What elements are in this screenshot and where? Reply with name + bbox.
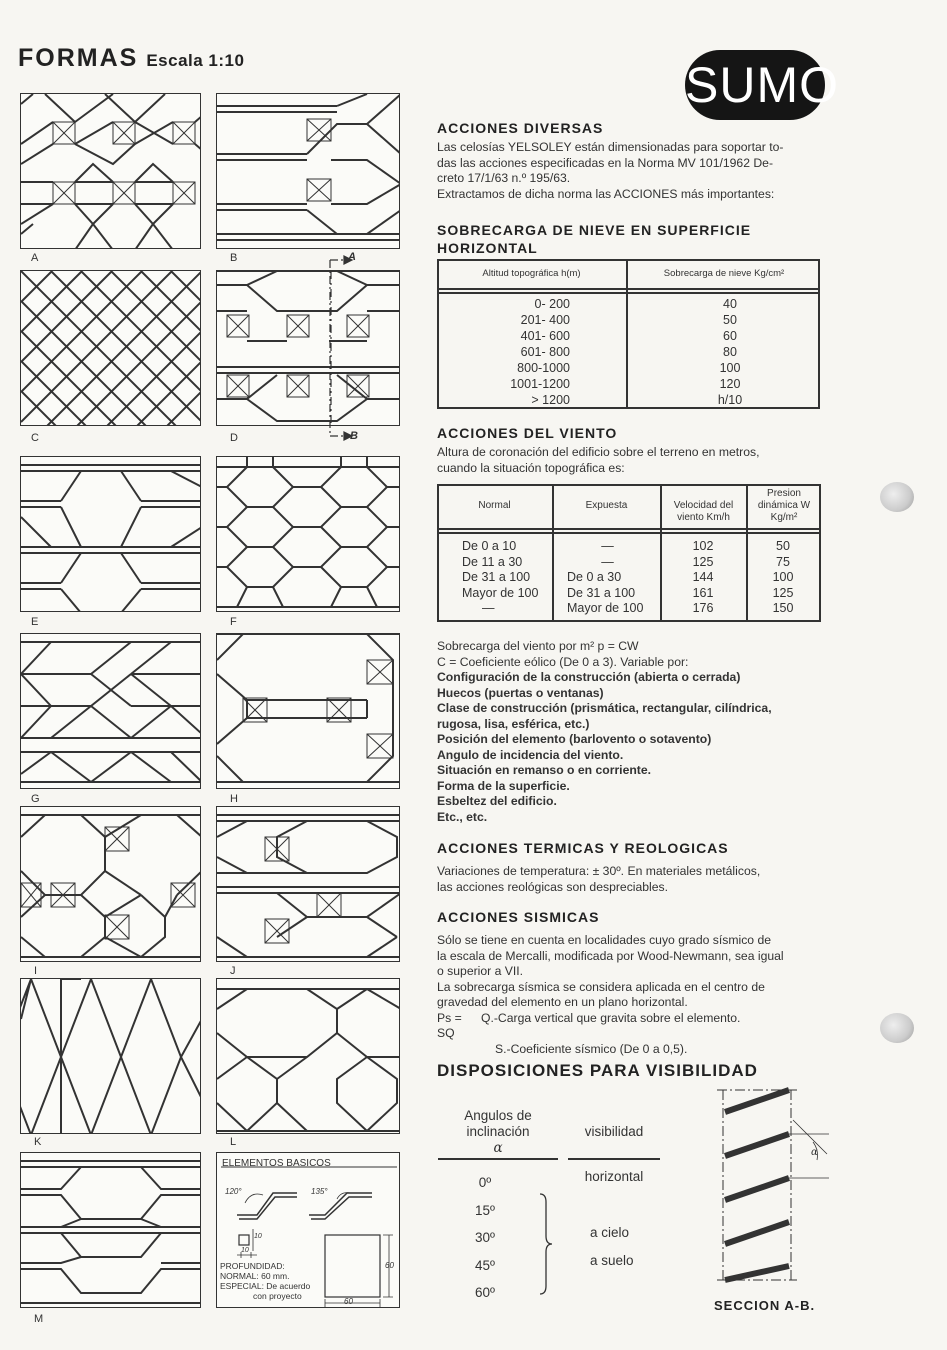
table-cell: 176 (692, 601, 714, 615)
binder-hole-top (880, 482, 914, 512)
alpha-symbol: α (493, 1140, 503, 1156)
sismic-formula: Ps = SQ (437, 1010, 462, 1040)
s-definition: S.-Coeficiente sísmico (De 0 a 0,5). (495, 1041, 688, 1056)
panel-label-f: F (230, 616, 237, 628)
pattern-panel-j (216, 806, 400, 962)
angle-value: 30º (475, 1230, 495, 1245)
snow-col-sobrecarga: Sobrecarga de nieve Kg/cm² (663, 268, 785, 279)
dim-10-vertical: 10 (254, 1233, 262, 1240)
table-cell: 60 (723, 329, 737, 343)
factor-item: Etc., etc. (437, 809, 488, 824)
table-cell: De 11 a 30 (462, 554, 523, 569)
section-ab-label: SECCION A-B. (714, 1298, 816, 1313)
nieve-heading (437, 221, 751, 257)
header-line: viento Km/h (677, 512, 730, 523)
panel-label-j: J (230, 965, 236, 977)
elementos-heading: ELEMENTOS BASICOS (222, 1158, 331, 1169)
scale-text: Escala 1:10 (146, 51, 245, 70)
section-line-marker (322, 252, 370, 444)
pattern-panel-b (216, 93, 400, 249)
snow-table-rule (437, 288, 820, 290)
wind-table-rule (437, 532, 821, 534)
wind-table-rule (437, 528, 821, 530)
text-line: Extractamos de dicha norma las ACCIONES más importantes: (437, 186, 775, 201)
dim-10-horizontal: 10 (241, 1247, 249, 1254)
heading-line: SOBRECARGA DE NIEVE EN SUPERFICIE (437, 222, 752, 238)
pattern-panel-a (20, 93, 201, 249)
panel-label-i: I (34, 965, 38, 977)
termicas-text (437, 864, 837, 895)
table-row (437, 601, 821, 617)
vis-col-visibilidad: visibilidad (584, 1124, 644, 1139)
pattern-panel-i (20, 806, 201, 962)
factor-item: Posición del elemento (barlovento o sotavento) (437, 732, 712, 746)
elementos-basicos-panel (216, 1152, 400, 1308)
table-cell: h/10 (717, 393, 743, 407)
table-cell: 100 (719, 361, 741, 375)
formula-line: Sobrecarga del viento por m² p = CW (437, 639, 639, 653)
angle-value: 0º (478, 1175, 492, 1190)
table-cell: 75 (776, 554, 790, 569)
table-row (437, 586, 821, 602)
depth-special: ESPECIAL: De acuerdo (220, 1281, 311, 1291)
pattern-panel-m (20, 1152, 201, 1308)
factor-item: rugosa, lisa, esférica, etc.) (437, 716, 590, 731)
panel-label-m: M (34, 1313, 44, 1325)
page-title (18, 44, 244, 73)
text-line: La sobrecarga sísmica se considera aplicada en el centro de (437, 979, 765, 994)
pattern-panel-k (20, 978, 201, 1134)
panel-label-c: C (31, 432, 39, 444)
vis-horizontal: horizontal (584, 1169, 644, 1184)
table-cell: 144 (692, 570, 714, 584)
pattern-panel-f (216, 456, 400, 612)
text-line: das las acciones especificadas en la Norma MV 101/1962 De- (437, 155, 774, 170)
snow-table-divider (626, 259, 628, 409)
header-line: dinámica W (757, 500, 811, 511)
factor-item: Configuración de la construcción (abierta o cerrada) (437, 670, 741, 684)
text-line: Altura de coronación del edificio sobre el terreno en metros, (437, 445, 760, 459)
wind-table-body (437, 539, 821, 617)
table-cell: De 31 a 100 (567, 585, 636, 600)
table-cell: 125 (692, 554, 714, 569)
depth-special-cont: con proyecto (253, 1291, 302, 1301)
table-cell: 601- 800 (520, 345, 570, 359)
title-text: FORMAS (18, 44, 139, 72)
snow-table-rule (437, 292, 820, 294)
table-cell: 1001-1200 (510, 377, 570, 391)
factor-item: Esbeltez del edificio. (437, 794, 557, 808)
dim-60-vertical: 60 (385, 1261, 394, 1270)
panel-label-a: A (31, 252, 39, 264)
heading-line: HORIZONTAL (437, 240, 538, 256)
table-cell: Mayor de 100 (462, 585, 539, 600)
panel-label-d: D (230, 432, 238, 444)
table-cell: 401- 600 (520, 329, 570, 343)
vis-brace (536, 1192, 556, 1296)
snow-loads (690, 296, 770, 408)
vis-cielo: a cielo (590, 1225, 630, 1240)
depth-normal: NORMAL: 60 mm. (220, 1271, 290, 1281)
wind-col-presion (747, 488, 821, 524)
table-cell: De 31 a 100 (462, 570, 531, 584)
panel-label-l: L (230, 1136, 237, 1148)
termicas-heading: ACCIONES TERMICAS Y REOLOGICAS (437, 840, 729, 856)
table-cell: — (601, 539, 614, 553)
q-definition: Q.-Carga vertical que gravita sobre el elemento. (481, 1010, 741, 1025)
table-row (437, 539, 821, 555)
header-line: Angulos de (464, 1108, 532, 1123)
pattern-panel-l (216, 978, 400, 1134)
text-line: Las celosías YELSOLEY están dimensionadas para soportar to- (437, 140, 784, 154)
panel-label-g: G (31, 793, 40, 805)
viento-heading: ACCIONES DEL VIENTO (437, 425, 618, 441)
pattern-panel-g (20, 633, 201, 789)
sumo-logo: SUMO (685, 50, 825, 120)
text-line: Variaciones de temperatura: ± 30º. En materiales metálicos, (437, 864, 761, 878)
pattern-panel-d (216, 270, 400, 426)
snow-altitudes (460, 296, 570, 408)
table-row (437, 555, 821, 571)
wind-col-expuesta: Expuesta (585, 500, 628, 511)
text-line: las acciones reológicas son despreciables. (437, 879, 669, 894)
section-alpha: α (811, 1147, 818, 1158)
table-cell: 50 (723, 313, 737, 327)
angle-value: 15º (475, 1202, 495, 1218)
pattern-panel-c (20, 270, 201, 426)
header-line: Presion (767, 488, 801, 499)
pattern-panel-h (216, 633, 400, 789)
pattern-panel-e (20, 456, 201, 612)
table-cell: 201- 400 (520, 313, 570, 327)
binder-hole-bottom (880, 1013, 914, 1043)
dim-60-horizontal: 60 (344, 1297, 353, 1306)
section-ab-drawing (705, 1084, 835, 1294)
table-cell: 161 (692, 585, 714, 600)
table-cell: — (601, 554, 614, 569)
factor-item: Forma de la superficie. (437, 778, 570, 793)
panel-label-b: B (230, 252, 238, 264)
table-row (437, 570, 821, 586)
depth-title: PROFUNDIDAD: (220, 1261, 285, 1271)
panel-label-k: K (34, 1136, 42, 1148)
angle-value: 60º (475, 1285, 495, 1300)
table-cell: 150 (772, 601, 794, 615)
acciones-diversas-heading: ACCIONES DIVERSAS (437, 120, 604, 136)
text-line: Sólo se tiene en cuenta en localidades cuyo grado sísmico de (437, 933, 772, 947)
coef-line: C = Coeficiente eólico (De 0 a 3). Variable por: (437, 654, 689, 669)
vis-angles (460, 1169, 510, 1307)
table-cell: 120 (719, 377, 741, 391)
table-cell: 100 (772, 570, 794, 584)
table-cell: De 0 a 30 (567, 570, 622, 584)
text-line: cuando la situación topográfica es: (437, 460, 625, 475)
snow-col-altitud: Altitud topográfica h(m) (482, 268, 581, 279)
viento-text (437, 445, 827, 476)
wind-col-normal: Normal (478, 500, 511, 511)
factor-item: Clase de construcción (prismática, rectangular, cilíndrica, (437, 701, 772, 715)
vis-col-angulos (438, 1108, 558, 1156)
viento-factors (437, 639, 837, 825)
vis-rule (438, 1158, 558, 1160)
table-cell: 102 (692, 539, 714, 553)
angle-value: 45º (475, 1257, 495, 1273)
section-marker-a: A (348, 251, 356, 263)
angle-120-label: 120° (225, 1187, 242, 1196)
table-cell: De 0 a 10 (462, 539, 517, 553)
text-line: la escala de Mercalli, modificada por Wood-Newmann, sea igual (437, 948, 784, 963)
wind-col-velocidad (661, 500, 746, 524)
panel-label-h: H (230, 793, 238, 805)
angle-135-label: 135° (311, 1187, 328, 1196)
table-cell: 0- 200 (534, 297, 570, 311)
header-line: Kg/m² (770, 512, 798, 523)
acciones-diversas-text (437, 140, 827, 202)
table-cell: 800-1000 (517, 361, 570, 375)
table-cell: 40 (723, 297, 737, 311)
text-line: gravedad del elemento en un plano horizontal. (437, 995, 688, 1009)
factor-item: Angulo de incidencia del viento. (437, 747, 624, 762)
table-cell: 80 (723, 345, 737, 359)
table-cell: > 1200 (531, 393, 570, 407)
formula-row (437, 1011, 837, 1042)
factor-item: Situación en remanso o en corriente. (437, 763, 652, 777)
table-cell: 125 (772, 585, 794, 600)
panel-label-e: E (31, 616, 39, 628)
sismicas-text (437, 933, 837, 1057)
visibilidad-heading: DISPOSICIONES PARA VISIBILIDAD (437, 1061, 758, 1080)
factor-item: Huecos (puertas o ventanas) (437, 685, 604, 700)
header-line: Velocidad del (673, 500, 734, 511)
table-cell: Mayor de 100 (567, 601, 644, 615)
vis-rule (568, 1158, 660, 1160)
table-cell: 50 (776, 539, 790, 553)
section-marker-b: B (350, 430, 358, 442)
table-cell: — (482, 601, 495, 615)
text-line: creto 17/1/63 n.º 195/63. (437, 171, 571, 185)
vis-suelo: a suelo (590, 1253, 634, 1268)
header-line: inclinación (466, 1124, 530, 1139)
text-line: o superior a VII. (437, 964, 524, 978)
sismicas-heading: ACCIONES SISMICAS (437, 909, 600, 925)
